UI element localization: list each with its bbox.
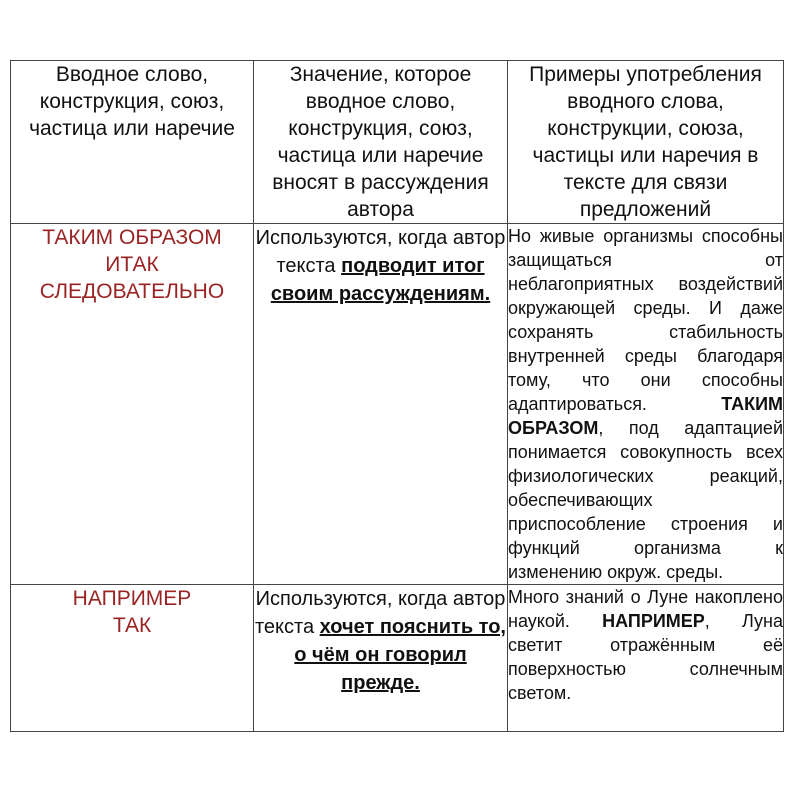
example-text: Но живые организмы способны защищаться от неблагоприятных воздействий окружающей среды. И даже сохранять стабильность внутренней среды благодаря тому, что они способны адаптироваться. bbox=[508, 226, 783, 414]
term: ТАКИМ ОБРАЗОМ bbox=[42, 226, 222, 249]
example-text: , Луна светит отражённым её поверхностью солнечным светом. bbox=[508, 611, 783, 703]
terms-cell bbox=[11, 585, 254, 732]
term: ТАК bbox=[112, 614, 152, 637]
connectives-table bbox=[10, 60, 784, 732]
table-row bbox=[11, 585, 784, 732]
term: НАПРИМЕР bbox=[72, 587, 192, 610]
example-text: , под адаптацией понимается совокупность всех физиологических реакций, обеспечивающих приспособление строения и функций организма к изменению окруж. среды. bbox=[508, 418, 783, 582]
meaning-highlight: хочет пояснить то, о чём он говорил прежде. bbox=[294, 616, 506, 694]
example-text: Много знаний о Луне накоплено наукой. bbox=[508, 587, 783, 631]
header-meaning: Значение, которое вводное слово, конструкция, союз, частица или наречие вносят в рассуждения автора bbox=[254, 61, 508, 224]
example-cell bbox=[508, 585, 784, 732]
term: ИТАК bbox=[105, 253, 159, 276]
meaning-cell bbox=[254, 585, 508, 732]
example-keyword: НАПРИМЕР bbox=[602, 611, 705, 631]
meaning-text: Используются, когда автор текста bbox=[255, 588, 506, 638]
header-row bbox=[11, 61, 784, 224]
term: СЛЕДОВАТЕЛЬНО bbox=[39, 280, 225, 303]
table-row bbox=[11, 224, 784, 585]
meaning-highlight: подводит итог своим рассуждениям. bbox=[270, 255, 491, 305]
header-word-type: Вводное слово, конструкция, союз, частица или наречие bbox=[11, 61, 254, 224]
meaning-text: Используются, когда автор текста bbox=[255, 227, 506, 277]
terms-cell bbox=[11, 224, 254, 585]
example-keyword: ТАКИМ ОБРАЗОМ bbox=[508, 394, 783, 438]
meaning-cell bbox=[254, 224, 508, 585]
header-examples: Примеры употребления вводного слова, конструкции, союза, частицы или наречия в тексте для связи предложений bbox=[508, 61, 784, 224]
example-cell bbox=[508, 224, 784, 585]
